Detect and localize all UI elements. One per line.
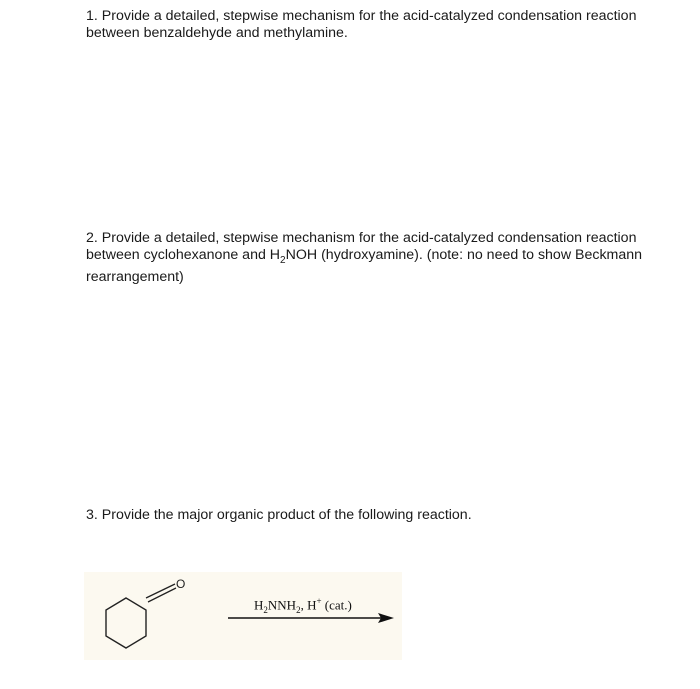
question-2-text-part2: NOH (hydroxyamine). (note: no need to show Beckmann rearrangement) [86, 247, 643, 285]
question-2-text-part1: 2. Provide a detailed, stepwise mechanism for the acid-catalyzed condensation reaction between cyclohexanone and H [86, 230, 637, 263]
reagent-comma-h: , H [300, 597, 317, 613]
reagent-h: H [254, 597, 264, 613]
reagent-h-sub: 2 [263, 604, 268, 615]
reaction-scheme [84, 572, 402, 660]
question-1 [86, 8, 646, 42]
cyclohexanone-ring [106, 598, 146, 648]
reaction-scheme-drawing [84, 572, 402, 660]
question-2-subscript: 2 [280, 254, 286, 266]
reagent-nnh: NNH [267, 597, 297, 613]
oxygen-label: O [176, 577, 186, 591]
question-1-text: 1. Provide a detailed, stepwise mechanism for the acid-catalyzed condensation reaction between benzaldehyde and methylamine. [86, 8, 637, 41]
reagent-nnh-sub: 2 [296, 604, 301, 615]
reagent-cat: (cat.) [321, 597, 352, 613]
question-3 [86, 507, 646, 524]
reagent-label [254, 596, 352, 615]
question-3-text: 3. Provide the major organic product of the following reaction. [86, 507, 472, 523]
question-2 [86, 230, 646, 286]
reagent-plus: + [316, 596, 322, 606]
